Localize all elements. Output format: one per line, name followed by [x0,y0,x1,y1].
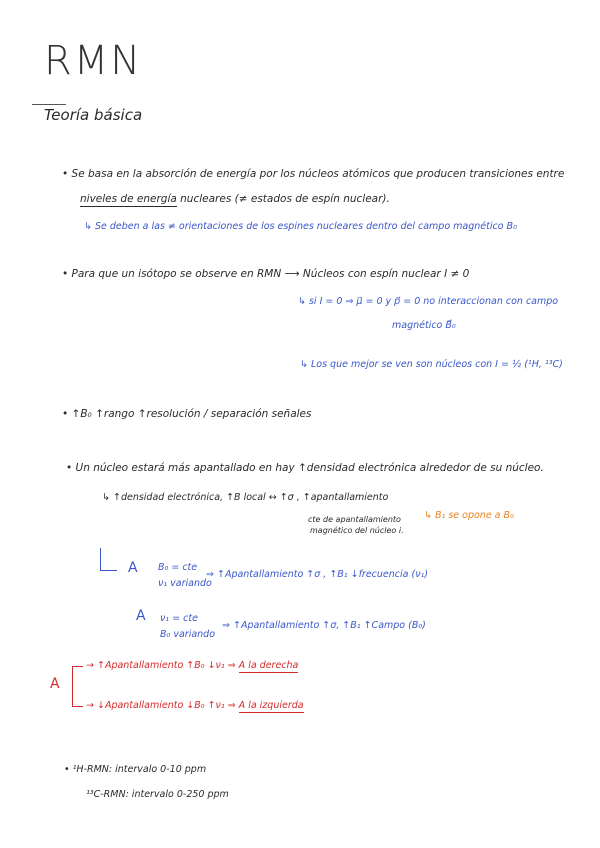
note-line-9: • Un núcleo estará más apantallado en hay ↑densidad electrónica alrededor de su núcleo. [66,462,544,474]
note-line-6: magnético B⃗₀ [392,320,456,331]
note-line-11c: ↳ B₁ se opone a B₀ [424,510,514,521]
case-a-cond-2a: ν₁ = cte [160,613,198,624]
highlight-niveles: niveles de energía [80,193,177,205]
red-line-2 [86,700,304,711]
page-title: RMN [44,38,143,84]
note-line-10: ↳ ↑densidad electrónica, ↑B local ↔ ↑σ , ↑apantallamiento [102,492,389,503]
a-la-derecha: A la derecha [238,660,299,671]
note-line-8: • ↑B₀ ↑rango ↑resolución / separación señales [62,408,312,420]
note-line-2 [80,193,390,205]
a-la-izquierda: A la izquierda [238,700,304,711]
red-line-1 [86,660,298,671]
note-line-11a: cte de apantallamiento [308,515,401,524]
case-a-result-2: ⇒ ↑Apantallamiento ↑σ, ↑B₁ ↑Campo (B₀) [222,620,426,631]
blue-bracket [100,548,117,571]
case-a-label-1: A [128,560,138,576]
note-line-3: ↳ Se deben a las ≠ orientaciones de los espines nucleares dentro del campo magnético B₀ [84,221,517,232]
case-a-cond-1a: B₀ = cte [158,562,198,573]
red-line-2-text: → ↓Apantallamiento ↓B₀ ↑ν₁ ⇒ [86,700,236,711]
red-line-1-text: → ↑Apantallamiento ↑B₀ ↓ν₁ ⇒ [86,660,236,671]
note-line-5: ↳ si I = 0 ⇒ μ⃗ = 0 y p⃗ = 0 no interaccionan con campo [298,296,559,307]
red-a-label: A [50,676,60,692]
note-line-16: • ¹H-RMN: intervalo 0-10 ppm [64,764,207,775]
note-line-1: • Se basa en la absorción de energía por los núcleos atómicos que producen transiciones entre [62,168,565,180]
note-line-11b: magnético del núcleo i. [310,526,404,535]
note-line-17: ¹³C-RMN: intervalo 0-250 ppm [86,789,229,800]
red-bracket-bottom [72,706,83,707]
case-a-label-2: A [136,608,146,624]
section-subtitle: Teoría básica [44,106,143,124]
case-a-result-1: ⇒ ↑Apantallamiento ↑σ , ↑B₁ ↓frecuencia (ν₁) [206,569,429,580]
note-line-7: ↳ Los que mejor se ven son núcleos con I = ½ (¹H, ¹³C) [300,359,563,370]
case-a-cond-1b: ν₁ variando [158,578,212,589]
note-line-2-rest: nucleares (≠ estados de espín nuclear). [180,193,390,205]
note-line-4: • Para que un isótopo se observe en RMN ⟶ Núcleos con espín nuclear I ≠ 0 [62,268,470,280]
case-a-cond-2b: B₀ variando [160,629,216,640]
title-dash [32,104,66,105]
red-bracket [72,666,83,707]
